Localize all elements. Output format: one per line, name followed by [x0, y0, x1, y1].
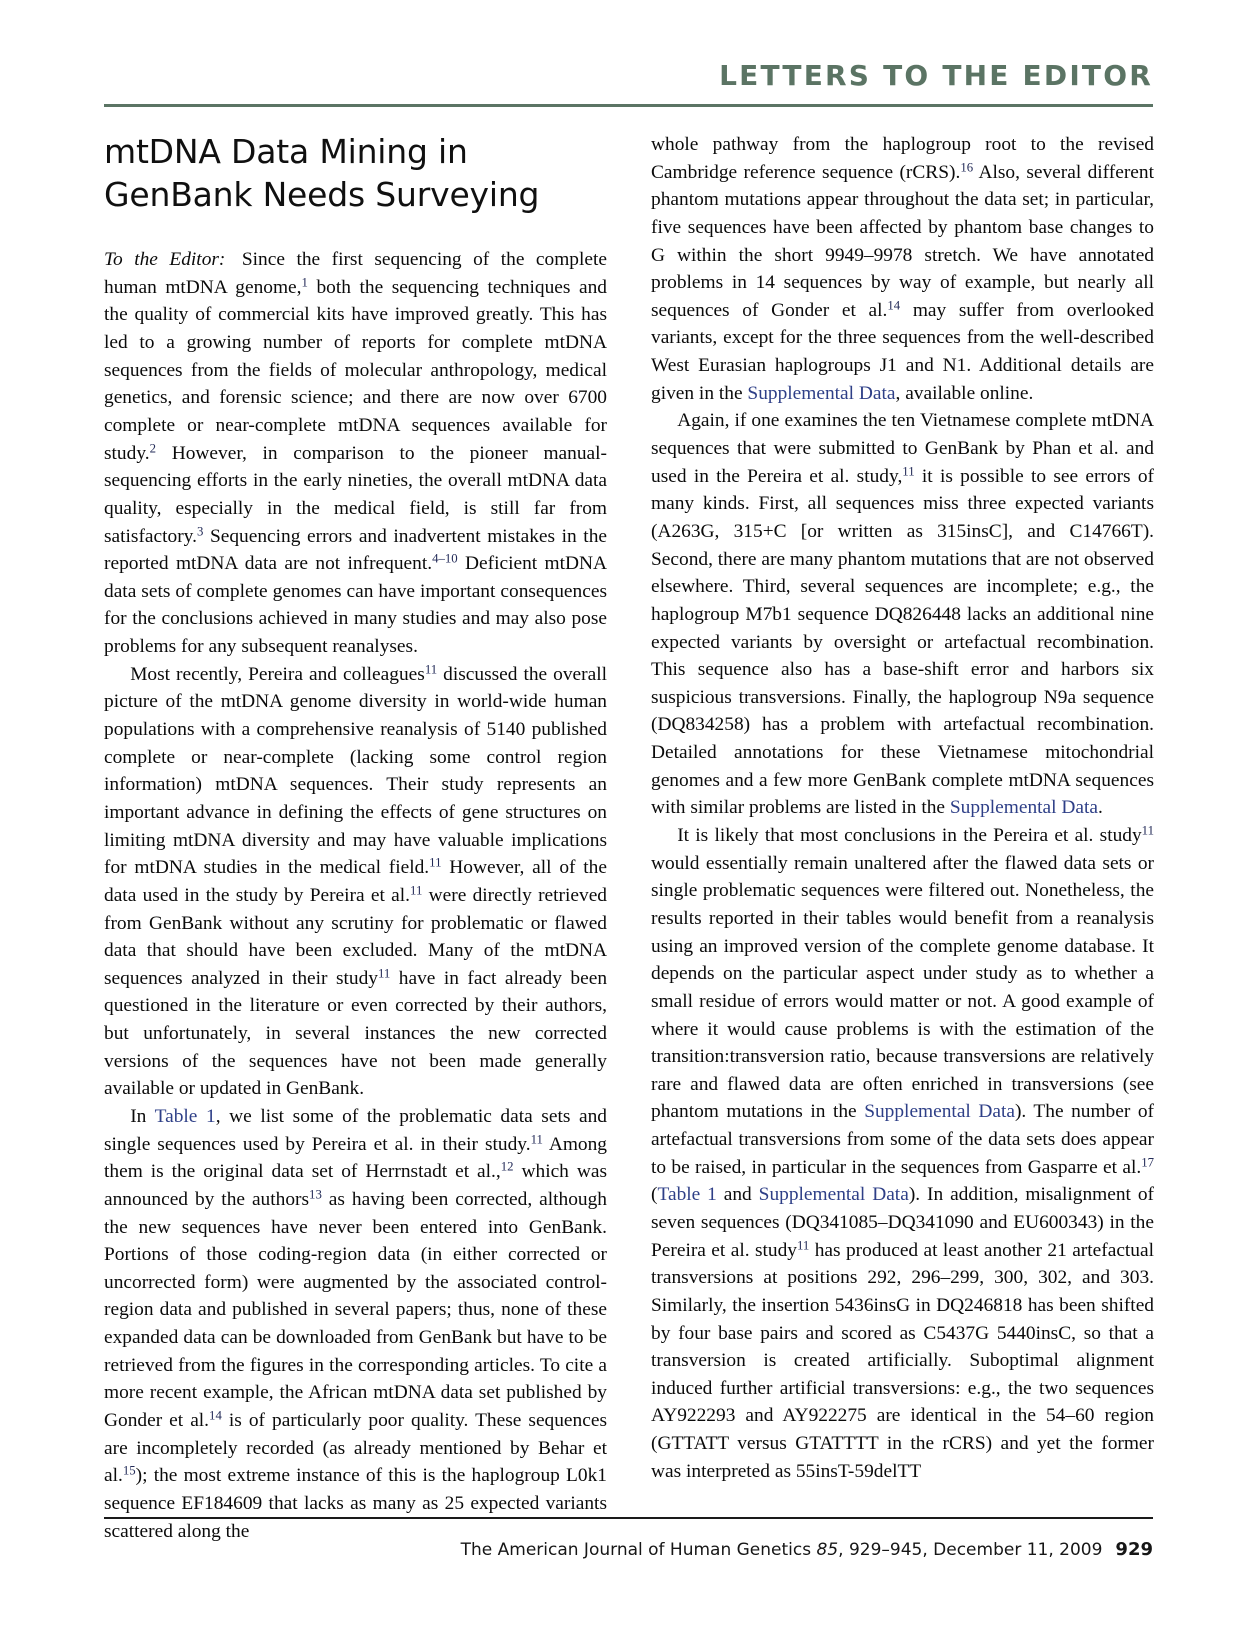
text-run: have in fact already been questioned in the literature or even corrected by their authors, but unfortunately, in several instances the new corrected versions of the sequences have not been made generally available or updated in GenBank.	[104, 967, 608, 1100]
footer-journal-title: The American Journal of Human Genetics	[460, 1540, 817, 1560]
text-run: However, in comparison to the pioneer manual-sequencing efforts in the early nineties, the overall mtDNA data quality, especially in the medical field, is still far from satisfactory.	[104, 442, 607, 547]
text-run: Most recently, Pereira and colleagues	[130, 663, 425, 685]
reference-marker[interactable]: 11	[424, 662, 438, 677]
text-run: In	[130, 1105, 155, 1127]
text-run: , we list some of the problematic data sets and single sequences used by Pereira et al. in their study.	[104, 1105, 607, 1155]
text-run: , available online.	[895, 382, 1034, 404]
link-supplemental-data[interactable]: Supplemental Data	[949, 797, 1098, 819]
paragraph-right-1	[651, 131, 1154, 407]
reference-marker[interactable]: 3	[196, 523, 204, 538]
text-run: it is possible to see errors of many kinds. First, all sequences miss three expected variants (A263G, 315+C [or written as 315insC], and C14766T). Second, there are many phantom mutations that are not observed elsewhere. Third, several sequences are incomplete; e.g., the haplogroup M7b1 sequence DQ826448 lacks an additional nine expected variants by oversight or artefactual recombination. This sequence also has a base-shift error and harbors six suspicious transversions. Finally, the haplogroup N9a sequence (DQ834258) has a problem with artefactual recombination. Detailed annotations for these Vietnamese mitochondrial genomes and a few more GenBank complete mtDNA sequences with similar problems are listed in the	[651, 465, 1155, 819]
text-run: as having been corrected, although the new sequences have never been entered into GenBank. Portions of those coding-region data (in either corrected or uncorrected form) were augmented by the associated control-region data and published in several papers; thus, none of these expanded data can be downloaded from GenBank but have to be retrieved from the figures in the corresponding articles. To cite a more recent example, the African mtDNA data set published by Gonder et al.	[104, 1188, 608, 1432]
reference-marker[interactable]: 15	[122, 1463, 136, 1478]
header-rule	[104, 104, 1153, 107]
running-head	[104, 59, 1153, 92]
text-run: has produced at least another 21 artefactual transversions at positions 292, 296–299, 300, 302, and 303. Similarly, the insertion 5436insG in DQ246818 has been shifted by four base pairs and scored as C5437G 5440insC, so that a transversion is created artificially. Suboptimal alignment induced further artificial transversions: e.g., the two sequences AY922293 and AY922275 are identical in the 54–60 region (GTTATT versus GTATTTT in the rCRS) and yet the former was interpreted as 55insT-59delTT	[651, 1239, 1155, 1482]
text-run: (	[651, 1184, 658, 1206]
text-run: ); the most extreme instance of this is the haplogroup L0k1 sequence EF184609 that lacks as many as 25 expected variants scattered along the	[104, 1465, 607, 1542]
page-footer	[104, 1539, 1153, 1560]
text-run: ). In addition, misalignment of seven sequences (DQ341085–DQ341090 and EU600343) in the Pereira et al. study	[651, 1184, 1154, 1261]
link-table-1[interactable]: Table 1	[657, 1184, 717, 1206]
text-run: Among them is the original data set of Herrnstadt et al.,	[104, 1133, 607, 1183]
text-run: Since the first sequencing of the complete human mtDNA genome,	[104, 249, 607, 298]
reference-marker[interactable]: 11	[377, 966, 391, 981]
reference-marker[interactable]: 1	[301, 275, 308, 290]
paragraph-left-3	[104, 1103, 607, 1545]
reference-marker[interactable]: 11	[410, 883, 423, 898]
footer-page-number: 929	[1115, 1539, 1153, 1560]
reference-marker[interactable]: 12	[500, 1159, 514, 1174]
footer-rule	[104, 1517, 1153, 1519]
paragraph-right-3	[651, 822, 1154, 1485]
text-run: discussed the overall picture of the mtDNA genome diversity in world-wide human populations with a comprehensive reanalysis of 5140 published complete or near-complete (lacking some control region information) mtDNA sequences. Their study represents an important advance in defining the effects of gene structures on limiting mtDNA diversity and may have valuable implications for mtDNA studies in the medical field.	[104, 663, 607, 879]
text-run: is of particularly poor quality. These sequences are incompletely recorded (as already mentioned by Behar et al.	[104, 1410, 607, 1487]
reference-marker[interactable]: 17	[1141, 1155, 1154, 1170]
paragraph-left-2	[104, 661, 607, 1103]
text-run: Deficient mtDNA data sets of complete genomes can have important consequences for the conclusions achieved in many studies and may also pose problems for any subsequent reanalyses.	[104, 553, 607, 658]
link-supplemental-data[interactable]: Supplemental Data	[758, 1184, 909, 1206]
reference-marker[interactable]: 2	[149, 440, 157, 455]
text-run: Also, several different phantom mutations appear throughout the data set; in particular, five sequences have been affected by phantom base changes to G within the short 9949–9978 stretch. We have annotated problems in 14 sequences by way of example, but nearly all sequences of Gonder et al.	[651, 161, 1154, 321]
text-run: which was announced by the authors	[104, 1161, 607, 1210]
reference-marker[interactable]: 4–10	[432, 551, 458, 566]
footer-volume: 85	[816, 1540, 839, 1560]
reference-marker[interactable]: 16	[960, 159, 974, 174]
text-run: may suffer from overlooked variants, except for the three sequences from the well-described West Eurasian haplogroups J1 and N1. Additional details are given in the	[651, 299, 1154, 404]
paragraph-right-2	[651, 407, 1154, 822]
text-run: and	[716, 1184, 759, 1206]
lead-in-label: To the Editor:	[104, 249, 226, 271]
reference-marker[interactable]: 13	[309, 1187, 322, 1202]
paragraph-left-1	[104, 246, 607, 661]
reference-marker[interactable]: 11	[1141, 823, 1154, 838]
text-run: Sequencing errors and inadvertent mistakes in the reported mtDNA data are not infrequent.	[104, 525, 607, 575]
reference-marker[interactable]: 11	[796, 1237, 810, 1252]
text-run: .	[1097, 797, 1103, 819]
text-run: whole pathway from the haplogroup root to the revised Cambridge reference sequence (rCRS).	[651, 134, 1154, 183]
text-run: were directly retrieved from GenBank without any scrutiny for problematic or flawed data that should have been excluded. Many of the mtDNA sequences analyzed in their study	[104, 884, 608, 989]
text-run: ). The number of artefactual transversions from some of the data sets does appear to be raised, in particular in the sequences from Gasparre et al.	[651, 1101, 1154, 1178]
right-column	[651, 131, 1155, 1482]
reference-marker[interactable]: 11	[530, 1131, 543, 1146]
reference-marker[interactable]: 11	[902, 464, 915, 479]
reference-marker[interactable]: 14	[209, 1408, 222, 1423]
text-run: Again, if one examines the ten Vietnamese complete mtDNA sequences that were submitted to GenBank by Phan et al. and used in the Pereira et al. study,	[651, 410, 1154, 487]
reference-marker[interactable]: 11	[429, 855, 442, 870]
text-run: However, all of the data used in the study by Pereira et al.	[104, 857, 607, 906]
running-head-text: LETTERS TO THE EDITOR	[719, 59, 1153, 92]
text-run: It is likely that most conclusions in the Pereira et al. study	[677, 825, 1142, 847]
link-table-1[interactable]: Table 1	[154, 1105, 216, 1127]
page-title: mtDNA Data Mining in GenBank Needs Surveying	[104, 132, 540, 214]
link-supplemental-data[interactable]: Supplemental Data	[747, 382, 896, 404]
text-run: would essentially remain unaltered after the flawed data sets or single problematic sequences were filtered out. Nonetheless, the results reported in their tables would benefit from a reanalysis using an improved version of the complete genome database. It depends on the particular aspect under study as to whether a small residue of errors would matter or not. A good example of where it would cause problems is with the estimation of the transition:transversion ratio, because transversions are relatively rare and flawed data are often enriched in transversions (see phantom mutations in the	[651, 852, 1154, 1123]
left-column	[104, 131, 608, 1542]
text-run: both the sequencing techniques and the quality of commercial kits have improved greatly. This has led to a growing number of reports for complete mtDNA sequences from the fields of molecular anthropology, medical genetics, and forensic science; and there are now over 6700 complete or near-complete mtDNA sequences available for study.	[104, 276, 607, 464]
footer-citation: , 929–945, December 11, 2009	[838, 1540, 1103, 1560]
link-supplemental-data[interactable]: Supplemental Data	[864, 1101, 1015, 1123]
body-columns	[104, 131, 1155, 1542]
reference-marker[interactable]: 14	[887, 298, 901, 313]
